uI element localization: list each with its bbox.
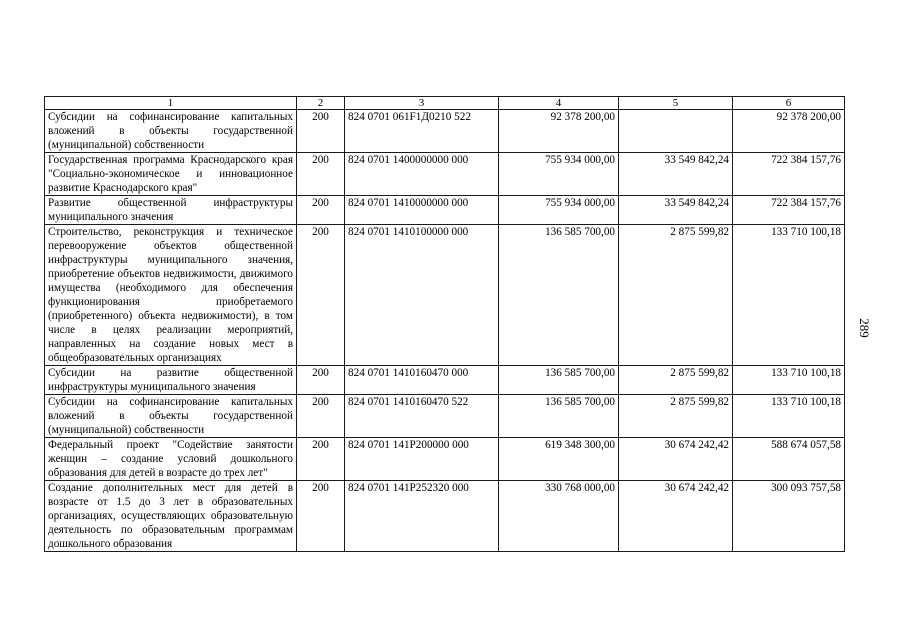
row-amount-6: 722 384 157,76 bbox=[733, 153, 845, 196]
row-col2: 200 bbox=[297, 225, 345, 366]
row-col2: 200 bbox=[297, 395, 345, 438]
row-amount-4: 92 378 200,00 bbox=[499, 110, 619, 153]
row-amount-4: 136 585 700,00 bbox=[499, 225, 619, 366]
table-row bbox=[45, 110, 845, 153]
row-amount-5: 2 875 599,82 bbox=[619, 366, 733, 395]
row-amount-4: 755 934 000,00 bbox=[499, 153, 619, 196]
row-name: Создание дополнительных мест для детей в возрасте от 1.5 до 3 лет в образовательных организациях, осуществляющих образовательную деятельность по образовательным программам дошкольного образования bbox=[45, 481, 297, 552]
row-amount-5: 30 674 242,42 bbox=[619, 438, 733, 481]
row-col2: 200 bbox=[297, 196, 345, 225]
row-amount-5: 2 875 599,82 bbox=[619, 395, 733, 438]
row-col2: 200 bbox=[297, 481, 345, 552]
row-name: Строительство, реконструкция и техническое перевооружение объектов общественной инфраструктуры муниципального значения, приобретение объектов недвижимости, движимого имущества (необходимого для обеспечения функционирования приобретаемого (приобретенного) объекта недвижимости), в том числе в целях реализации мероприятий, направленных на создание новых мест в общеобразовательных организациях bbox=[45, 225, 297, 366]
row-amount-6: 133 710 100,18 bbox=[733, 225, 845, 366]
row-amount-6: 300 093 757,58 bbox=[733, 481, 845, 552]
budget-table bbox=[44, 96, 845, 552]
row-amount-5 bbox=[619, 110, 733, 153]
table-row bbox=[45, 196, 845, 225]
row-amount-4: 619 348 300,00 bbox=[499, 438, 619, 481]
row-col2: 200 bbox=[297, 153, 345, 196]
table-row bbox=[45, 395, 845, 438]
row-col2: 200 bbox=[297, 438, 345, 481]
row-col2: 200 bbox=[297, 366, 345, 395]
row-amount-6: 722 384 157,76 bbox=[733, 196, 845, 225]
row-amount-4: 755 934 000,00 bbox=[499, 196, 619, 225]
row-amount-5: 2 875 599,82 bbox=[619, 225, 733, 366]
row-amount-4: 136 585 700,00 bbox=[499, 366, 619, 395]
column-header-1: 1 bbox=[45, 97, 297, 110]
column-header-2: 2 bbox=[297, 97, 345, 110]
table-row bbox=[45, 438, 845, 481]
row-amount-5: 33 549 842,24 bbox=[619, 196, 733, 225]
row-name: Государственная программа Краснодарского края "Социально-экономическое и инновационное развитие Краснодарского края" bbox=[45, 153, 297, 196]
column-header-3: 3 bbox=[345, 97, 499, 110]
row-name: Федеральный проект "Содействие занятости женщин – создание условий дошкольного образования для детей в возрасте до трех лет" bbox=[45, 438, 297, 481]
row-code: 824 0701 1410000000 000 bbox=[345, 196, 499, 225]
row-code: 824 0701 1410100000 000 bbox=[345, 225, 499, 366]
table-row bbox=[45, 366, 845, 395]
table-row bbox=[45, 153, 845, 196]
table-row bbox=[45, 225, 845, 366]
row-name: Субсидии на развитие общественной инфраструктуры муниципального значения bbox=[45, 366, 297, 395]
row-code: 824 0701 1400000000 000 bbox=[345, 153, 499, 196]
row-amount-4: 136 585 700,00 bbox=[499, 395, 619, 438]
row-amount-6: 133 710 100,18 bbox=[733, 366, 845, 395]
table-header-row bbox=[45, 97, 845, 110]
row-name: Субсидии на софинансирование капитальных вложений в объекты государственной (муниципальной) собственности bbox=[45, 395, 297, 438]
row-col2: 200 bbox=[297, 110, 345, 153]
row-amount-5: 30 674 242,42 bbox=[619, 481, 733, 552]
column-header-6: 6 bbox=[733, 97, 845, 110]
row-amount-5: 33 549 842,24 bbox=[619, 153, 733, 196]
page-number: 289 bbox=[857, 318, 872, 338]
row-amount-6: 588 674 057,58 bbox=[733, 438, 845, 481]
row-code: 824 0701 1410160470 000 bbox=[345, 366, 499, 395]
row-code: 824 0701 1410160470 522 bbox=[345, 395, 499, 438]
table-row bbox=[45, 481, 845, 552]
column-header-4: 4 bbox=[499, 97, 619, 110]
row-amount-6: 92 378 200,00 bbox=[733, 110, 845, 153]
row-amount-4: 330 768 000,00 bbox=[499, 481, 619, 552]
column-header-5: 5 bbox=[619, 97, 733, 110]
row-code: 824 0701 141P200000 000 bbox=[345, 438, 499, 481]
row-name: Субсидии на софинансирование капитальных вложений в объекты государственной (муниципальной) собственности bbox=[45, 110, 297, 153]
row-code: 824 0701 061F1Д0210 522 bbox=[345, 110, 499, 153]
row-amount-6: 133 710 100,18 bbox=[733, 395, 845, 438]
row-name: Развитие общественной инфраструктуры муниципального значения bbox=[45, 196, 297, 225]
row-code: 824 0701 141P252320 000 bbox=[345, 481, 499, 552]
